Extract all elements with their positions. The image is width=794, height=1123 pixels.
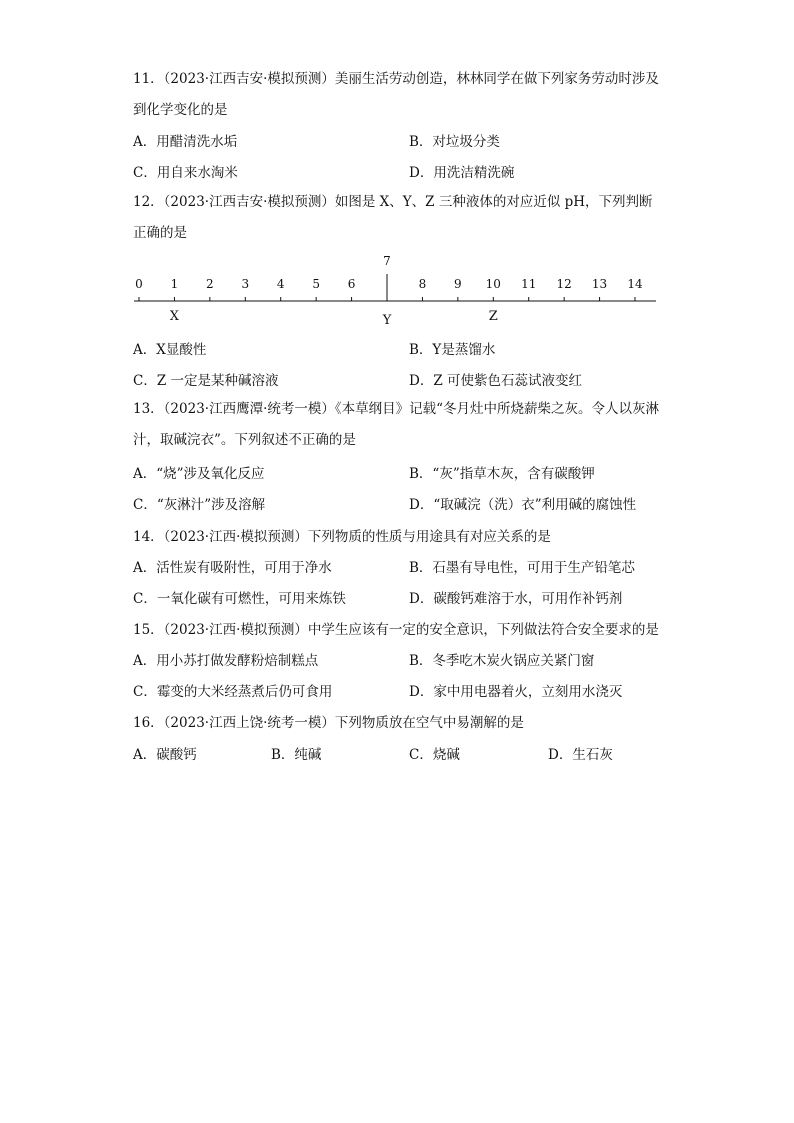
q15-option-a: A．用小苏打做发酵粉焙制糕点 — [133, 653, 319, 669]
ph-tick-label: 4 — [276, 277, 285, 291]
question-11-stem: 11．（2023·江西吉安·模拟预测）美丽生活劳动创造，林林同学在做下列家务劳动时涉及到化学变化的是 — [133, 71, 659, 118]
q12-option-b: B．Y是蒸馏水 — [409, 342, 496, 358]
question-13-stem: 13．（2023·江西鹰潭·统考一模）《本草纲目》记载“冬月灶中所烧薪柴之灰。令人以灰淋汁，取碱浣衣”。下列叙述不正确的是 — [133, 401, 660, 448]
ph-tick-label: 5 — [312, 277, 320, 291]
q13-option-c: C．“灰淋汁”涉及溶解 — [133, 497, 266, 513]
q13-option-b: B．“灰”指草木灰，含有碳酸钾 — [409, 466, 595, 482]
ph-tick-label: 12 — [556, 277, 572, 291]
question-14-stem: 14．（2023·江西·模拟预测）下列物质的性质与用途具有对应关系的是 — [133, 529, 551, 545]
q12-option-c: C．Z 一定是某种碱溶液 — [133, 373, 279, 389]
q11-option-d: D．用洗洁精洗碗 — [409, 165, 515, 181]
q11-option-b: B．对垃圾分类 — [409, 134, 500, 150]
question-12 — [133, 187, 663, 249]
ph-marker-y: Y — [382, 313, 392, 328]
q14-option-c: C．一氧化碳有可燃性，可用来炼铁 — [133, 591, 346, 607]
ph-tick-label: 9 — [454, 277, 462, 291]
q12-option-a: A．X显酸性 — [133, 342, 207, 358]
ph-scale-diagram — [0, 250, 794, 330]
q12-option-d: D．Z 可使紫色石蕊试液变红 — [409, 373, 582, 389]
question-16-stem: 16．（2023·江西上饶·统考一模）下列物质放在空气中易潮解的是 — [133, 715, 524, 731]
ph-tick-group — [135, 254, 643, 301]
q13-option-d: D．“取碱浣（洗）衣”利用碱的腐蚀性 — [409, 497, 637, 513]
ph-tick-label: 8 — [418, 277, 427, 291]
ph-tick-label: 6 — [347, 277, 356, 291]
q15-option-b: B．冬季吃木炭火锅应关紧门窗 — [409, 653, 595, 669]
q14-option-d: D．碳酸钙难溶于水，可用作补钙剂 — [409, 591, 623, 607]
ph-marker-x: X — [169, 309, 180, 324]
q15-option-d: D．家中用电器着火，立刻用水浇灭 — [409, 684, 623, 700]
question-13 — [133, 394, 663, 456]
question-15-stem: 15．（2023·江西·模拟预测）中学生应该有一定的安全意识，下列做法符合安全要求的是 — [133, 622, 659, 638]
q16-option-a: A．碳酸钙 — [133, 747, 197, 763]
ph-tick-label: 1 — [170, 277, 179, 291]
q16-option-d: D．生石灰 — [548, 747, 613, 763]
question-11 — [133, 64, 663, 126]
q16-option-b: B．纯碱 — [271, 747, 322, 763]
q11-option-a: A．用醋清洗水垢 — [133, 134, 238, 150]
q14-option-b: B．石墨有导电性，可用于生产铅笔芯 — [409, 560, 635, 576]
ph-tick-label: 3 — [241, 277, 250, 291]
ph-tick-label: 2 — [206, 277, 214, 291]
ph-tick-label: 10 — [485, 277, 501, 291]
ph-marker-group — [170, 309, 498, 328]
q13-option-a: A．“烧”涉及氧化反应 — [133, 466, 265, 482]
ph-tick-label: 11 — [521, 277, 537, 291]
q11-option-c: C．用自来水淘米 — [133, 165, 238, 181]
ph-tick-label: 7 — [383, 254, 391, 268]
ph-tick-label: 14 — [627, 277, 643, 291]
ph-tick-label: 0 — [135, 277, 143, 291]
ph-marker-z: Z — [488, 309, 498, 324]
q16-option-c: C．烧碱 — [409, 747, 460, 763]
q14-option-a: A．活性炭有吸附性，可用于净水 — [133, 560, 332, 576]
ph-tick-label: 13 — [591, 277, 608, 291]
q15-option-c: C．霉变的大米经蒸煮后仍可食用 — [133, 684, 333, 700]
question-12-stem: 12．（2023·江西吉安·模拟预测）如图是 X、Y、Z 三种液体的对应近似 pH，下列判断正确的是 — [133, 194, 653, 241]
